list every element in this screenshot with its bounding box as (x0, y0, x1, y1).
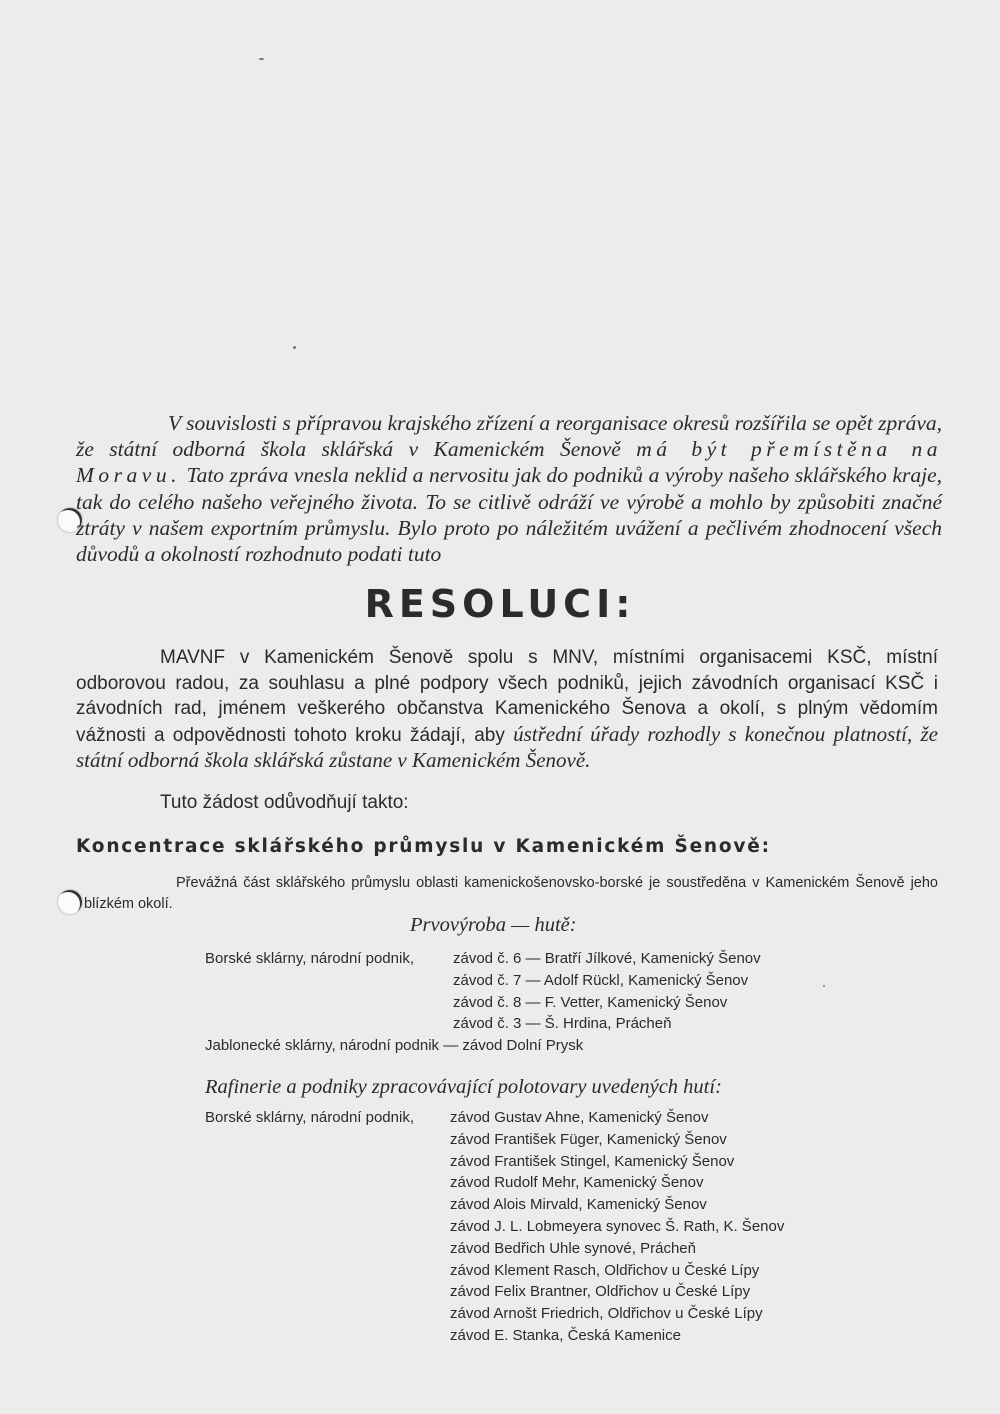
section-title: Koncentrace sklářského průmyslu v Kamenickém Šenově: (76, 836, 771, 857)
resolution-demand: ústřední úřady rozhodly s konečnou platností, že státní odborná škola sklářská zůstane v Kamenickém Šenově. (76, 721, 939, 773)
company-name: Borské sklárny, národní podnik, (205, 1109, 414, 1126)
punch-hole (58, 890, 82, 914)
plant-label: závod Felix Brantner, Oldřichov u České Lípy (450, 1283, 751, 1301)
plant-label: závod č. 6 — Bratří Jílkové, Kamenický Šenov (453, 950, 761, 967)
reason-intro: Tuto žádost odůvodňují takto: (160, 792, 409, 813)
list-item (205, 1194, 965, 1216)
list-item (205, 1325, 965, 1347)
intro-paragraph (76, 410, 942, 567)
plant-label: závod J. L. Lobmeyera synovec Š. Rath, K. Šenov (450, 1217, 785, 1235)
resolution-paragraph (76, 645, 938, 775)
paper-speck (259, 58, 264, 60)
plant-label: závod č. 3 — Š. Hrdina, Prácheň (453, 1015, 672, 1033)
plant-label: závod František Füger, Kamenický Šenov (450, 1130, 727, 1148)
plant-label: závod Alois Mirvald, Kamenický Šenov (450, 1196, 707, 1214)
list-item (205, 1172, 965, 1194)
list-item (205, 1303, 965, 1325)
refineries-list (205, 1107, 965, 1347)
list-item (205, 1281, 965, 1303)
company-name: Borské sklárny, národní podnik, (205, 950, 414, 967)
intro-text-2: Tato zpráva vnesla neklid a nervositu jak do podniků a výroby našeho sklářského kraje, tak do celého našeho veřejného života. To se citlivě odráží ve výrobě a mohlo by způsobiti značné ztráty v našem exportním průmyslu. Bylo proto po náležitém uvážení a pečlivém zhodnocení všech důvodů a okolností rozhodnuto podati tuto (76, 463, 942, 567)
resolution-heading: RESOLUCI: (364, 582, 636, 626)
list-item (205, 948, 965, 970)
refineries-title: Rafinerie a podniky zpracovávající polotovary uvedených hutí: (205, 1076, 722, 1098)
intro-text-1: V souvislosti s přípravou krajského zřízení a reorganisace okresů rozšířila se opět zpráva, že státní odborná škola sklářská v Kamenickém Šenově (76, 411, 942, 462)
list-item (205, 1129, 965, 1151)
list-item (205, 1035, 965, 1057)
intro-spaced-text: má být přemístěna na Moravu. (76, 437, 942, 488)
plant-label: závod č. 7 — Adolf Rückl, Kamenický Šenov (453, 971, 749, 989)
plant-label: závod Bedřich Uhle synové, Prácheň (450, 1239, 696, 1257)
plant-label: závod Rudolf Mehr, Kamenický Šenov (450, 1174, 704, 1192)
production-list (205, 948, 965, 1057)
list-item (205, 992, 965, 1014)
list-item (205, 1260, 965, 1282)
list-item (205, 1216, 965, 1238)
plant-label: závod František Stingel, Kamenický Šenov (450, 1152, 735, 1170)
plant-label: závod Klement Rasch, Oldřichov u České Lípy (450, 1261, 760, 1279)
plant-label: závod Gustav Ahne, Kamenický Šenov (450, 1109, 709, 1126)
section-paragraph (84, 873, 938, 915)
list-item (205, 1238, 965, 1260)
section-text: Převážná část sklářského průmyslu oblasti kamenickošenovsko-borské je soustředěna v Kamenickém Šenově jeho blízkém okolí. (84, 875, 938, 912)
plant-label: závod E. Stanka, Česká Kamenice (450, 1326, 681, 1344)
plant-label: závod Arnošt Friedrich, Oldřichov u České Lípy (450, 1305, 763, 1323)
list-item (205, 1013, 965, 1035)
list-item (205, 1151, 965, 1173)
list-item (205, 1107, 965, 1129)
paper-speck (293, 346, 296, 349)
production-title: Prvovýroba — hutě: (410, 914, 577, 936)
list-item (205, 970, 965, 992)
resolution-text: MAVNF v Kamenickém Šenově spolu s MNV, místními organisacemi KSČ, místní odborovou radou, za souhlasu a plné podpory všech podniků, jejich závodních organisací KSČ i závodních rad, jménem veškerého občanstva Kamenického Šenova a okolí, s plným vědomím vážnosti a odpovědnosti tohoto kroku žádají, aby (76, 647, 938, 746)
company-name: Jablonecké sklárny, národní podnik — závod Dolní Prysk (205, 1037, 584, 1055)
plant-label: závod č. 8 — F. Vetter, Kamenický Šenov (453, 993, 728, 1011)
